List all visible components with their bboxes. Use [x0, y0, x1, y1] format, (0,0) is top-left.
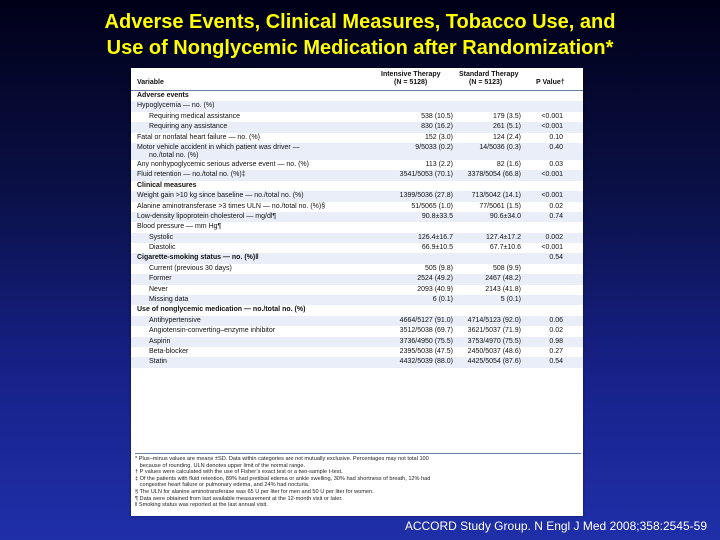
intensive-value: 51/5065 (1.0) — [411, 202, 453, 210]
footnote-line: ¶ Data were obtained from last available measurement at the 12-month visit or later. — [135, 495, 343, 502]
intensive-value: 9/5033 (0.2) — [415, 143, 453, 151]
row-label-line2: no./total no. (%) — [149, 151, 199, 159]
table-row — [131, 133, 583, 143]
p-value: <0.001 — [541, 112, 563, 120]
row-label: Weight gain >10 kg since baseline — no./total no. (%) — [137, 192, 304, 200]
row-label: Never — [149, 285, 168, 293]
row-label: Diastolic — [149, 244, 176, 252]
table-row — [131, 285, 583, 295]
footnote-line: § The ULN for alanine aminotransferase was 65 U per liter for men and 50 U per liter for women. — [135, 488, 374, 495]
standard-value: 90.6±34.0 — [489, 212, 521, 220]
table-row — [131, 326, 583, 336]
header-pvalue: P Value† — [536, 79, 565, 86]
table-row — [131, 347, 583, 357]
title-line-2: Use of Nonglycemic Medication after Randomization* — [106, 37, 614, 59]
table-footnotes — [135, 453, 581, 509]
intensive-value: 2524 (49.2) — [417, 275, 453, 283]
p-value: <0.001 — [541, 244, 563, 252]
table-row — [131, 181, 583, 191]
intensive-value: 6 (0.1) — [432, 296, 453, 304]
footnote-line: because of rounding. ULN denotes upper limit of the normal range. — [135, 462, 306, 469]
standard-value: 3753/4970 (75.5) — [467, 337, 521, 345]
row-label: Hypoglycemia — no. (%) — [137, 102, 215, 110]
standard-value: 2450/5037 (48.6) — [467, 347, 521, 355]
row-label: Former — [149, 275, 172, 283]
intensive-value: 1399/5036 (27.8) — [399, 192, 453, 200]
citation: ACCORD Study Group. N Engl J Med 2008;358:2545-59 — [404, 519, 707, 533]
standard-value: 82 (1.6) — [496, 160, 521, 168]
results-table — [131, 68, 583, 516]
intensive-value: 90.8±33.5 — [421, 212, 453, 220]
row-label: Current (previous 30 days) — [149, 264, 232, 272]
table-row — [131, 233, 583, 243]
p-value: 0.54 — [549, 254, 563, 262]
row-label: Fatal or nonfatal heart failure — no. (%) — [137, 133, 260, 141]
slide-title — [0, 9, 720, 61]
table-row — [131, 202, 583, 212]
table-header — [131, 68, 583, 91]
standard-value: 179 (3.5) — [492, 112, 521, 120]
intensive-value: 505 (9.8) — [424, 264, 453, 272]
p-value: 0.40 — [549, 143, 563, 151]
standard-value: 713/5042 (14.1) — [471, 192, 521, 200]
footnote-line: ‖ Smoking status was reported at the last annual visit. — [135, 502, 268, 509]
footnote-line: † P values were calculated with the use of Fisher’s exact test or a two-sample t-test. — [135, 469, 343, 476]
p-value: 0.74 — [549, 212, 563, 220]
p-value: 0.002 — [545, 233, 563, 241]
standard-value: 3378/5054 (66.8) — [467, 171, 521, 179]
standard-value: 124 (2.4) — [492, 133, 521, 141]
p-value: 0.54 — [549, 358, 563, 366]
standard-value: 4714/5123 (92.0) — [467, 316, 521, 324]
p-value: 0.27 — [549, 347, 563, 355]
header-intensive-n: (N = 5128) — [394, 79, 428, 86]
table-row — [131, 243, 583, 253]
table-row — [131, 222, 583, 232]
intensive-value: 3736/4950 (75.5) — [399, 337, 453, 345]
table-row — [131, 212, 583, 222]
row-label: Beta-blocker — [149, 347, 189, 355]
standard-value: 508 (9.9) — [492, 264, 521, 272]
table-row — [131, 101, 583, 111]
standard-value: 5 (0.1) — [500, 296, 521, 304]
intensive-value: 126.4±16.7 — [418, 233, 453, 241]
row-label: Alanine aminotransferase >3 times ULN — no./total no. (%)§ — [137, 202, 326, 210]
table-row — [131, 295, 583, 305]
row-label: Angiotensin-converting–enzyme inhibitor — [149, 327, 276, 335]
p-value: 0.02 — [549, 202, 563, 210]
title-line-1: Adverse Events, Clinical Measures, Tobacco Use, and — [104, 11, 616, 33]
header-intensive — [381, 71, 441, 79]
intensive-value: 3541/5053 (70.1) — [399, 171, 453, 179]
row-label: Requiring medical assistance — [149, 112, 241, 120]
table-row — [131, 91, 583, 101]
standard-value: 4425/5054 (87.6) — [467, 358, 521, 366]
intensive-value: 113 (2.2) — [425, 160, 453, 168]
row-label: Statin — [149, 358, 167, 366]
row-label: Fluid retention — no./total no. (%)‡ — [137, 171, 246, 179]
intensive-value: 2093 (40.9) — [417, 285, 453, 293]
standard-value: 261 (5.1) — [492, 123, 521, 131]
table-row — [131, 316, 583, 326]
header-intensive-label: Intensive Therapy — [381, 71, 441, 78]
p-value: <0.001 — [541, 171, 563, 179]
p-value: 0.02 — [549, 327, 563, 335]
standard-value: 127.4±17.2 — [486, 233, 521, 241]
standard-value: 67.7±10.6 — [489, 244, 521, 252]
row-label: Requiring any assistance — [149, 123, 228, 131]
header-variable: Variable — [137, 79, 164, 86]
row-label: Any nonhypoglycemic serious adverse event — no. (%) — [137, 160, 309, 168]
header-standard-label: Standard Therapy — [459, 71, 519, 78]
intensive-value: 66.9±10.5 — [421, 244, 453, 252]
p-value: <0.001 — [541, 192, 563, 200]
p-value: 0.03 — [549, 160, 563, 168]
row-label: Adverse events — [137, 92, 189, 99]
intensive-value: 538 (10.5) — [421, 112, 453, 120]
row-label: Missing data — [149, 296, 189, 304]
table-row — [131, 274, 583, 284]
intensive-value: 830 (16.2) — [421, 123, 453, 131]
row-label: Systolic — [149, 233, 174, 241]
standard-value: 3621/5037 (71.9) — [467, 327, 521, 335]
standard-value: 14/5036 (0.3) — [479, 143, 521, 151]
footnote-line: * Plus–minus values are means ±SD. Data within categories are not mutually exclusive. Percentages may not total 100 — [135, 456, 429, 462]
table-row — [131, 264, 583, 274]
row-label-line1: Motor vehicle accident in which patient was driver — — [137, 143, 300, 151]
table-row — [131, 143, 583, 160]
table-row — [131, 191, 583, 201]
intensive-value: 2395/5038 (47.5) — [399, 347, 453, 355]
table-row — [131, 122, 583, 132]
header-standard — [459, 71, 519, 79]
intensive-value: 152 (3.0) — [424, 133, 453, 141]
row-label: Clinical measures — [137, 181, 197, 189]
footnote-line: congestive heart failure or pulmonary edema, and 24% had nocturia. — [135, 482, 310, 489]
row-label: Cigarette-smoking status — no. (%)‖ — [137, 254, 259, 262]
intensive-value: 3512/5038 (69.7) — [399, 327, 453, 335]
row-label: Blood pressure — mm Hg¶ — [137, 223, 222, 231]
p-value: 0.06 — [549, 316, 563, 324]
table-row — [131, 357, 583, 367]
row-label: Use of nonglycemic medication — no./total no. (%) — [137, 306, 306, 314]
standard-value: 2467 (48.2) — [485, 275, 521, 283]
footnote-line: ‡ Of the patients with fluid retention, 89% had pretibial edema or ankle swelling, 30% had shortness of breath, 12% had — [135, 475, 431, 482]
table-row — [131, 253, 583, 263]
header-standard-n: (N = 5123) — [469, 79, 503, 86]
standard-value: 2143 (41.8) — [485, 285, 521, 293]
row-label: Low-density lipoprotein cholesterol — mg/dl¶ — [137, 212, 277, 220]
intensive-value: 4432/5039 (88.0) — [399, 358, 453, 366]
row-label — [137, 144, 300, 160]
table-row — [131, 160, 583, 170]
table-body — [131, 91, 583, 368]
table-row — [131, 305, 583, 315]
row-label: Antihypertensive — [149, 316, 201, 324]
table-row — [131, 337, 583, 347]
intensive-value: 4664/5127 (91.0) — [399, 316, 453, 324]
p-value: <0.001 — [541, 123, 563, 131]
table-row — [131, 112, 583, 122]
row-label: Aspirin — [149, 337, 171, 345]
standard-value: 77/5061 (1.5) — [479, 202, 521, 210]
table-row — [131, 170, 583, 180]
p-value: 0.10 — [549, 133, 563, 141]
p-value: 0.98 — [549, 337, 563, 345]
